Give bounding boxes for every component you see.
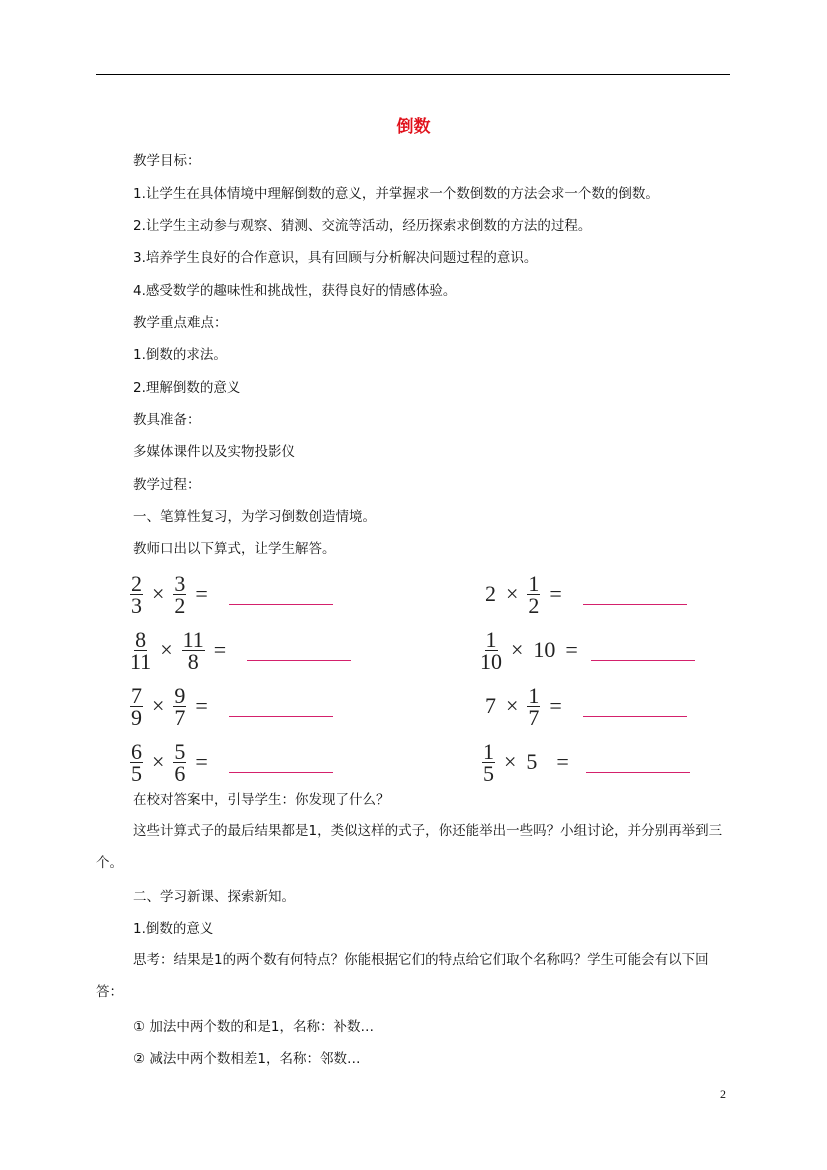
keypoint-2: 2.理解倒数的意义 xyxy=(133,380,241,396)
equals-sign: = xyxy=(556,749,569,774)
fraction: $\frac{3}{2}$ xyxy=(174,570,186,618)
fraction: $\frac{6}{5}$ xyxy=(131,738,142,786)
fraction: $\frac{7}{9}$ xyxy=(131,682,142,730)
keypoints-heading: 教学重点难点： xyxy=(133,315,228,331)
times-sign: × xyxy=(511,637,524,662)
fraction: $\frac{1}{10}$ xyxy=(480,626,502,674)
process-heading: 教学过程： xyxy=(133,477,201,493)
integer: 2 xyxy=(485,581,496,606)
equation-right-1 xyxy=(482,569,687,619)
check-prompt: 在校对答案中，引导学生：你发现了什么？ xyxy=(133,792,390,808)
goal-2: 2.让学生主动参与观察、猜测、交流等活动，经历探索求倒数的方法的过程。 xyxy=(133,218,592,234)
answer-blank[interactable] xyxy=(229,772,333,773)
page-number: 2 xyxy=(720,1087,726,1101)
answer-blank[interactable] xyxy=(586,772,690,773)
integer: 7 xyxy=(485,693,496,718)
integer: 5 xyxy=(526,749,538,774)
integer: 10 xyxy=(533,637,556,662)
equation-left-4 xyxy=(128,737,333,787)
fraction: $\frac{1}{7}$ xyxy=(528,682,540,730)
header-rule xyxy=(96,74,730,75)
equals-sign: = xyxy=(195,693,208,718)
equals-sign: = xyxy=(549,581,562,606)
equation-left-1 xyxy=(128,569,333,619)
answer-blank[interactable] xyxy=(583,716,687,717)
equation-right-2 xyxy=(478,625,695,675)
times-sign: × xyxy=(152,693,165,718)
goal-1: 1.让学生在具体情境中理解倒数的意义，并掌握求一个数倒数的方法会求一个数的倒数。 xyxy=(133,186,659,202)
times-sign: × xyxy=(160,637,173,662)
discussion-paragraph: 这些计算式子的最后结果都是1，类似这样的式子，你还能举出一些吗？小组讨论，并分别再举到三个。 xyxy=(96,823,723,871)
equals-sign: = xyxy=(549,693,562,718)
tools-text: 多媒体课件以及实物投影仪 xyxy=(133,444,295,460)
equation-right-3 xyxy=(482,681,687,731)
teacher-prompt: 教师口出以下算式，让学生解答。 xyxy=(133,541,336,557)
times-sign: × xyxy=(152,749,165,774)
fraction: $\frac{8}{11}$ xyxy=(130,626,152,674)
equals-sign: = xyxy=(195,581,208,606)
meaning-heading: 1.倒数的意义 xyxy=(133,921,214,937)
equals-sign: = xyxy=(213,637,227,662)
times-sign: × xyxy=(506,581,519,606)
answer-1: ① 加法中两个数的和是1，名称：补数… xyxy=(133,1019,374,1035)
fraction: $\frac{5}{6}$ xyxy=(174,738,186,786)
goal-4: 4.感受数学的趣味性和挑战性，获得良好的情感体验。 xyxy=(133,283,457,299)
equals-sign: = xyxy=(565,637,578,662)
equation-right-4 xyxy=(480,737,690,787)
step-2: 二、学习新课、探索新知。 xyxy=(133,889,295,905)
times-sign: × xyxy=(152,581,165,606)
step-1: 一、笔算性复习，为学习倒数创造情境。 xyxy=(133,509,376,525)
think-paragraph: 思考：结果是1的两个数有何特点？你能根据它们的特点给它们取个名称吗？学生可能会有以下回答： xyxy=(96,952,709,1000)
fraction: $\frac{2}{3}$ xyxy=(131,570,142,618)
keypoint-1: 1.倒数的求法。 xyxy=(133,347,227,363)
answer-2: ② 减法中两个数相差1，名称：邻数… xyxy=(133,1051,361,1067)
fraction: $\frac{9}{7}$ xyxy=(174,682,186,730)
answer-blank[interactable] xyxy=(591,660,695,661)
page-title: 倒数 xyxy=(396,117,431,137)
fraction: $\frac{11}{8}$ xyxy=(182,626,204,674)
goals-heading: 教学目标： xyxy=(133,153,201,169)
goal-3: 3.培养学生良好的合作意识，具有回顾与分析解决问题过程的意识。 xyxy=(133,250,538,266)
fraction: $\frac{1}{2}$ xyxy=(528,570,540,618)
answer-blank[interactable] xyxy=(583,604,687,605)
times-sign: × xyxy=(506,693,519,718)
tools-heading: 教具准备： xyxy=(133,412,201,428)
times-sign: × xyxy=(504,749,517,774)
answer-blank[interactable] xyxy=(247,660,351,661)
equation-left-3 xyxy=(128,681,333,731)
equals-sign: = xyxy=(195,749,208,774)
equation-left-2 xyxy=(128,625,351,675)
answer-blank[interactable] xyxy=(229,604,333,605)
fraction: $\frac{1}{5}$ xyxy=(483,738,494,786)
answer-blank[interactable] xyxy=(229,716,333,717)
